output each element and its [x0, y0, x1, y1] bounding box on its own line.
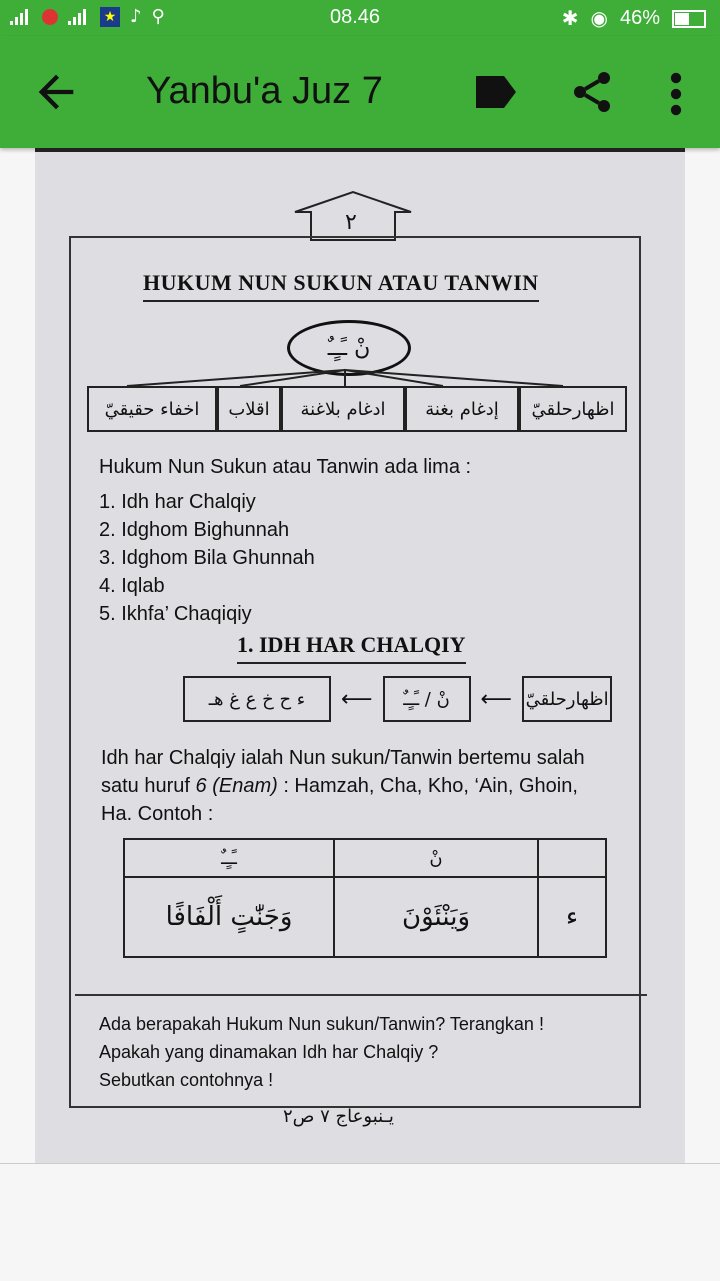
star-app-icon: ★ — [100, 7, 120, 27]
hukum-boxes — [87, 386, 627, 434]
question-item: Sebutkan contohnya ! — [99, 1070, 274, 1090]
app-notification-icon — [42, 9, 58, 25]
box-idhhar: اظهارحلقيّ — [519, 386, 627, 432]
usb-icon: ⚲ — [151, 6, 165, 27]
subheading: 1. IDH HAR CHALQIY — [237, 632, 466, 664]
table-header-tanwin: ـًـٍـٌ — [124, 839, 334, 877]
status-icons-left — [10, 6, 165, 27]
table-cell-letter: ء — [538, 877, 606, 957]
list-item: 4. Iqlab — [99, 575, 165, 597]
status-bar — [0, 0, 720, 36]
question-item: Apakah yang dinamakan Idh har Chalqiy ? — [99, 1042, 439, 1062]
description-line-2 — [101, 772, 621, 800]
box-iqlab: اقلاب — [217, 386, 281, 432]
music-icon: ♪ — [130, 6, 142, 27]
battery-charging-icon — [672, 10, 706, 28]
desc-2-post: : Hamzah, Cha, Kho, ‘Ain, Ghoin, — [277, 775, 578, 797]
flow-box-letters: ء ح خ ع غ هـ — [183, 676, 331, 722]
box-idgham-bi: إدغام بغنة — [405, 386, 519, 432]
table-cell-tanwin: وَجَنّٰتٍ أَلْفَافًا — [124, 877, 334, 957]
more-vert-icon[interactable] — [662, 70, 690, 118]
status-icons-right — [562, 6, 706, 31]
box-ikhfa: اخفاء حقيقيّ — [87, 386, 217, 432]
desc-2-pre: satu huruf — [101, 775, 196, 797]
description-line-1: Idh har Chalqiy ialah Nun sukun/Tanwin bertemu salah — [101, 747, 585, 769]
desc-2-em: 6 (Enam) — [195, 775, 278, 797]
description — [101, 744, 621, 828]
signal-icon — [10, 9, 32, 25]
flow-box-idhhar: اظهارحلقيّ — [522, 676, 612, 722]
arrow-left-flow-icon-2: ⟵ — [480, 686, 513, 712]
list-item: 2. Idghom Bighunnah — [99, 519, 290, 541]
book-page-image[interactable] — [35, 148, 685, 1163]
table-header-nun: نْ — [334, 839, 538, 877]
question-item: Ada berapakah Hukum Nun sukun/Tanwin? Terangkan ! — [99, 1014, 544, 1034]
clock: 08.46 — [330, 6, 381, 28]
list-item: 3. Idghom Bila Ghunnah — [99, 547, 315, 569]
app-bar — [0, 36, 720, 148]
hukum-list — [99, 488, 315, 628]
app-title: Yanbu'a Juz 7 — [146, 70, 383, 112]
box-idgham-bila: ادغام بلاغنة — [281, 386, 405, 432]
table-cell-nun: وَيَنْئَوْنَ — [334, 877, 538, 957]
list-item: 5. Ikhfa’ Chaqiqiy — [99, 603, 252, 625]
bluetooth-icon: ✱ — [561, 8, 579, 30]
page-footer: يـنبوعاج ٧ ص٢ — [283, 1106, 394, 1127]
intro-text: Hukum Nun Sukun atau Tanwin ada lima : — [99, 456, 472, 478]
question-divider — [75, 994, 647, 996]
flow-row — [183, 676, 612, 722]
arrow-left-icon[interactable] — [30, 66, 82, 118]
share-icon[interactable] — [568, 68, 616, 116]
nun-tanwin-oval: نْ ـًـٍـٌ — [287, 320, 411, 376]
questions — [99, 1010, 544, 1094]
arrow-left-flow-icon: ⟵ — [341, 686, 373, 712]
battery-percent: 46% — [619, 7, 660, 29]
list-item: 1. Idh har Chalqiy — [99, 491, 256, 513]
flow-box-nun: نْ / ـًـٍـٌ — [383, 676, 471, 722]
top-box-number: ٢ — [345, 210, 357, 235]
table-header-empty — [538, 839, 606, 877]
page-heading: HUKUM NUN SUKUN ATAU TANWIN — [143, 270, 539, 302]
eye-icon: ◉ — [590, 8, 608, 30]
signal-icon-2 — [68, 9, 90, 25]
description-line-3: Ha. Contoh : — [101, 803, 214, 825]
bottom-blank-area — [0, 1163, 720, 1281]
example-table — [123, 838, 607, 958]
label-tag-icon[interactable] — [472, 72, 520, 112]
